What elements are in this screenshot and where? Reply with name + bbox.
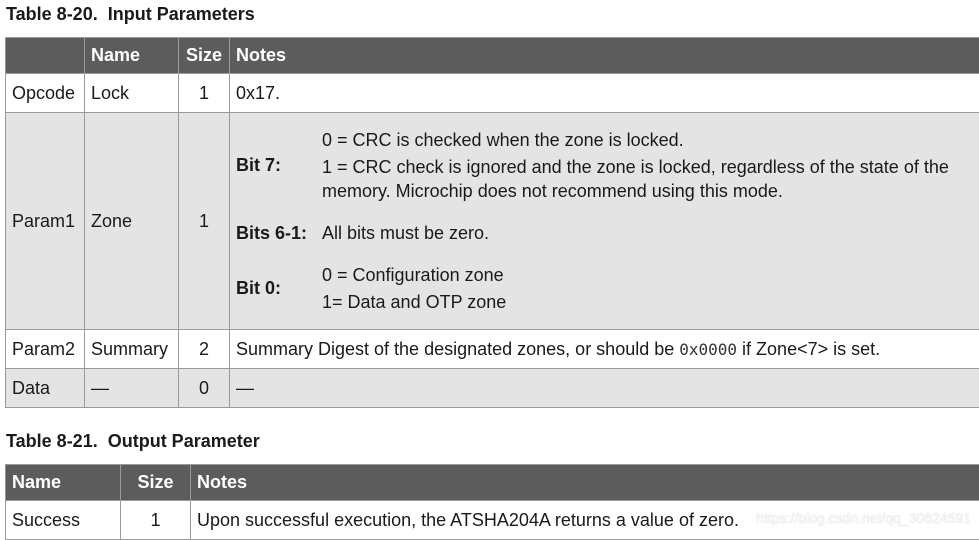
bit7-line2: 1 = CRC check is ignored and the zone is locked, regardless of the state of the memory. Microchip does not recommend using this mode. bbox=[322, 157, 949, 201]
table-row-opcode bbox=[6, 74, 979, 113]
cell-name: — bbox=[85, 369, 179, 408]
cell-notes: — bbox=[230, 369, 979, 408]
bit-definitions bbox=[230, 115, 979, 327]
bits61-description bbox=[322, 212, 979, 254]
cell-param: Data bbox=[6, 369, 85, 408]
cell-param: Param2 bbox=[6, 330, 85, 369]
header-name: Name bbox=[6, 465, 121, 501]
cell-size: 1 bbox=[179, 113, 230, 330]
table-row-param1 bbox=[6, 113, 979, 330]
notes-code: 0x0000 bbox=[679, 339, 738, 359]
header-notes: Notes bbox=[230, 38, 979, 74]
table-row-param2 bbox=[6, 330, 979, 369]
bit7-line1: 0 = CRC is checked when the zone is locked. bbox=[322, 130, 684, 150]
header-notes: Notes bbox=[191, 465, 979, 501]
notes-text-post: if Zone<7> is set. bbox=[737, 338, 881, 359]
bit0-label: Bit 0: bbox=[236, 278, 281, 298]
header-size: Size bbox=[121, 465, 191, 501]
cell-name: Summary bbox=[85, 330, 179, 369]
watermark: https://blog.csdn.net/qq_30624591 bbox=[756, 510, 971, 526]
cell-size: 1 bbox=[121, 501, 191, 540]
bit0-line1: 0 = Configuration zone bbox=[322, 265, 504, 285]
input-parameters-table bbox=[5, 37, 979, 408]
cell-name: Zone bbox=[85, 113, 179, 330]
bits61-text: All bits must be zero. bbox=[322, 223, 490, 243]
cell-size: 0 bbox=[179, 369, 230, 408]
cell-param: Param1 bbox=[6, 113, 85, 330]
header-name: Name bbox=[85, 38, 179, 74]
header-size: Size bbox=[179, 38, 230, 74]
cell-notes: 0x17. bbox=[230, 74, 979, 113]
bits61-label: Bits 6-1: bbox=[236, 222, 308, 243]
output-table-caption: Table 8-21. Output Parameter bbox=[6, 431, 260, 451]
notes-text-pre: Summary Digest of the designated zones, or should be bbox=[236, 338, 680, 359]
bit7-description bbox=[322, 119, 979, 212]
output-parameter-table bbox=[5, 464, 979, 540]
bit7-label: Bit 7: bbox=[236, 155, 281, 175]
cell-param: Opcode bbox=[6, 74, 85, 113]
cell-name: Success bbox=[6, 501, 121, 540]
cell-size: 2 bbox=[179, 330, 230, 369]
table-row-data bbox=[6, 369, 979, 408]
header-param bbox=[6, 38, 85, 74]
cell-name: Lock bbox=[85, 74, 179, 113]
cell-notes: Upon successful execution, the ATSHA204A returns a value of zero. bbox=[191, 501, 979, 540]
input-table-caption: Table 8-20. Input Parameters bbox=[6, 4, 255, 24]
cell-notes-bits bbox=[230, 113, 979, 330]
table-header-row bbox=[6, 38, 979, 74]
bit0-line2: 1= Data and OTP zone bbox=[322, 292, 507, 312]
bit0-description bbox=[322, 254, 979, 323]
cell-notes bbox=[230, 330, 979, 369]
table-header-row bbox=[6, 465, 979, 501]
cell-size: 1 bbox=[179, 74, 230, 113]
